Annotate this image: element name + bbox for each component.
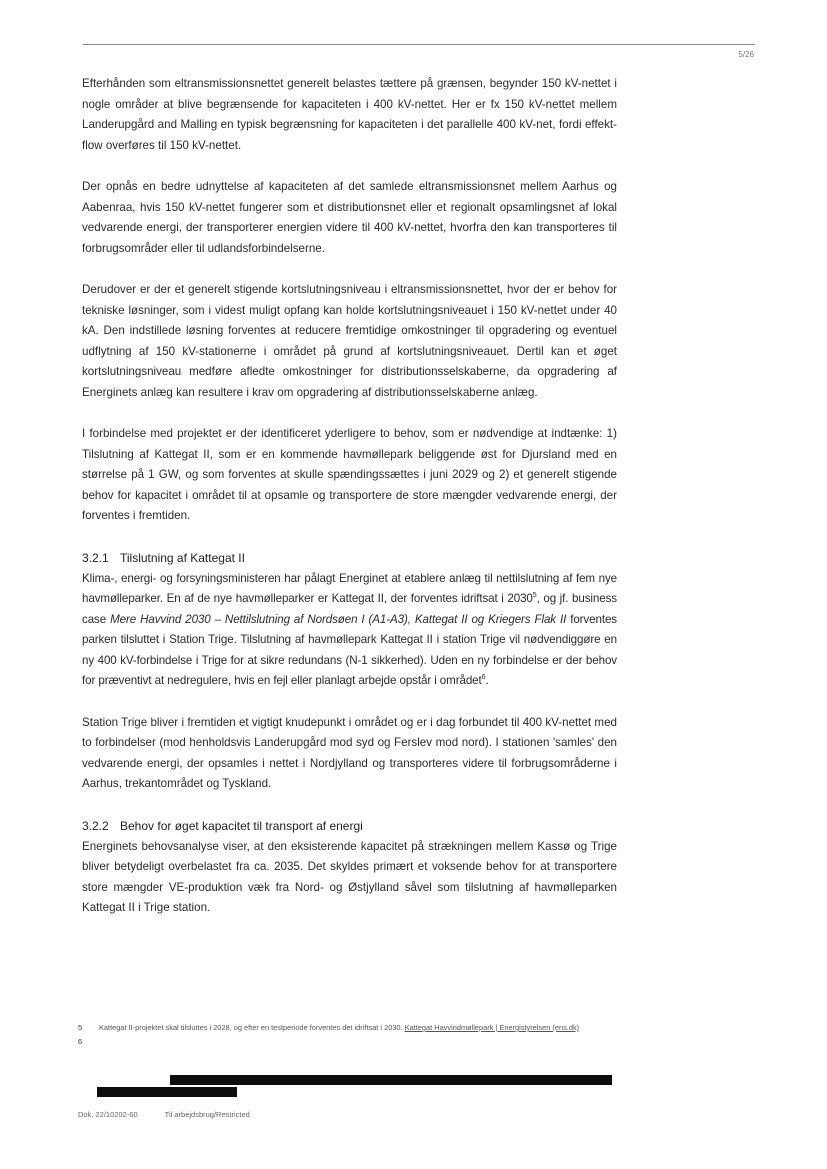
section-3-2-1-paragraph-2: Station Trige bliver i fremtiden et vigtigt knudepunkt i området og er i dag forbundet til 400 kV-nettet med to forbindelser (mod henholdsvis Landerupgård mod syd og Ferslev mod nord). I stationen 'samles' den vedvarende energi, der opsamles i nettet i Nordjylland og transporteres videre til forbrugsområderne i Aarhus, trekantområdet og Tyskland. (82, 715, 617, 790)
section-3-2-1-paragraph-1 (82, 569, 617, 692)
footnote-reference-6[interactable]: 6 (481, 674, 486, 682)
page-number: 5/26 (738, 50, 754, 59)
redaction-bar (97, 1087, 237, 1097)
footnote-mark: 6 (78, 1037, 83, 1046)
redaction-bar (170, 1075, 612, 1085)
classification-label: Til arbejdsbrug/Restricted (164, 1110, 250, 1119)
footnote-6 (78, 1036, 618, 1048)
footnote-5 (78, 1022, 618, 1034)
header-rule (83, 44, 755, 45)
paragraph-1: Efterhånden som eltransmissionsnettet generelt belastes tættere på grænsen, begynder 150 kV-nettet i nogle områder at blive begrænsende for kapaciteten i 400 kV-nettet. Her er fx 150 kV-nettet mellem Landerupgård and Malling en typisk begrænsning for kapaciteten i det parallelle 400 kV-net, fordi effekt-flow overføres til 150 kV-nettet. (82, 77, 617, 152)
text-run: forventes parken tilsluttet i Station Trige. Tilslutning af havmøllepark Kattegat II i station Trige vil nødvendiggøre en ny 400 kV-forbindelse i Trige for at sikre redundans (N-1 sikkerhed). Uden en ny forbindelse er der behov for præventivt at nedregulere, hvis en fejl eller planlagt arbejde opstår i området (82, 612, 617, 687)
document-number: Dok. 22/10202-60 (78, 1110, 138, 1119)
section-heading-3-2-2 (82, 816, 617, 836)
text-run: . (485, 674, 489, 687)
section-heading-3-2-1 (82, 548, 617, 568)
footnotes (78, 1022, 618, 1048)
section-title: Behov for øget kapacitet til transport af energi (120, 818, 363, 833)
paragraph-2: Der opnås en bedre udnyttelse af kapaciteten af det samlede eltransmissionsnet mellem Aarhus og Aabenraa, hvis 150 kV-nettet fungerer som et distributionsnet eller et regionalt opsamlingsnet af lokal vedvarende energi, der transporterer energien videre til 400 kV-nettet, hvorfra den kan transporteres til forbrugsområder eller til udlandsforbindelserne. (82, 180, 617, 255)
page-footer (78, 1110, 277, 1119)
body-text (82, 74, 617, 940)
section-number: 3.2.2 (82, 818, 109, 833)
footnote-mark: 5 (78, 1023, 83, 1032)
paragraph-3: Derudover er der et generelt stigende kortslutningsniveau i eltransmissionsnettet, hvor der er behov for tekniske løsninger, som i videst muligt opfang kan holde kortslutningsniveauet i 150 kV-nettet under 40 kA. Den indstillede løsning forventes at reducere fremtidige omkostninger til opgradering og eventuel udflytning af 150 kV-stationerne i området på grund af kortslutningsniveauet. Dertil kan et øget kortslutningsniveau medføre afledte omkostninger for distributionsselskaberne, da opgradering af Energinets anlæg kan resultere i krav om opgradering af distributionsselskaberne anlæg. (82, 283, 617, 399)
footnote-reference-5[interactable]: 5 (532, 592, 537, 600)
section-title: Tilslutning af Kattegat II (120, 550, 245, 565)
text-run: Klima-, energi- og forsyningsministeren har pålagt Energinet at etablere anlæg til nettilslutning af fem nye havmølleparker. En af de nye havmølleparker er Kattegat II, der forventes idriftsat i 2030 (82, 571, 617, 605)
footnote-body: Kattegat II-projektet skal tilsluttes i 2028, og efter en testperiode forventes det idriftsat i 2030. (99, 1023, 405, 1032)
paragraph-4: I forbindelse med projektet er der identificeret yderligere to behov, som er nødvendige at indtænke: 1) Tilslutning af Kattegat II, som er en kommende havmøllepark beliggende øst for Djursland med en størrelse på 1 GW, og som forventes at skulle spændingssættes i juni 2029 og 2) et generelt stigende behov for kapacitet i området til at opsamle og transportere de store mængder vedvarende energi, der forventes i fremtiden. (82, 427, 617, 522)
business-case-title: Mere Havvind 2030 – Nettilslutning af Nordsøen I (A1-A3), Kattegat II og Kriegers Flak II (110, 612, 567, 626)
section-number: 3.2.1 (82, 550, 109, 565)
section-3-2-2-paragraph-1: Energinets behovsanalyse viser, at den eksisterende kapacitet på strækningen mellem Kassø og Trige bliver betydeligt overbelastet fra ca. 2035. Det skyldes primært et voksende behov for at transportere store mængder VE-produktion væk fra Nord- og Østjylland såvel som tilslutning af havmølleparken Kattegat II i Trige station. (82, 839, 617, 914)
footnote-text (99, 1022, 579, 1034)
text-run: , og jf. business case (82, 592, 617, 626)
footnote-link[interactable]: Kattegat Havvindmøllepark | Energistyrelsen (ens.dk) (404, 1023, 580, 1032)
